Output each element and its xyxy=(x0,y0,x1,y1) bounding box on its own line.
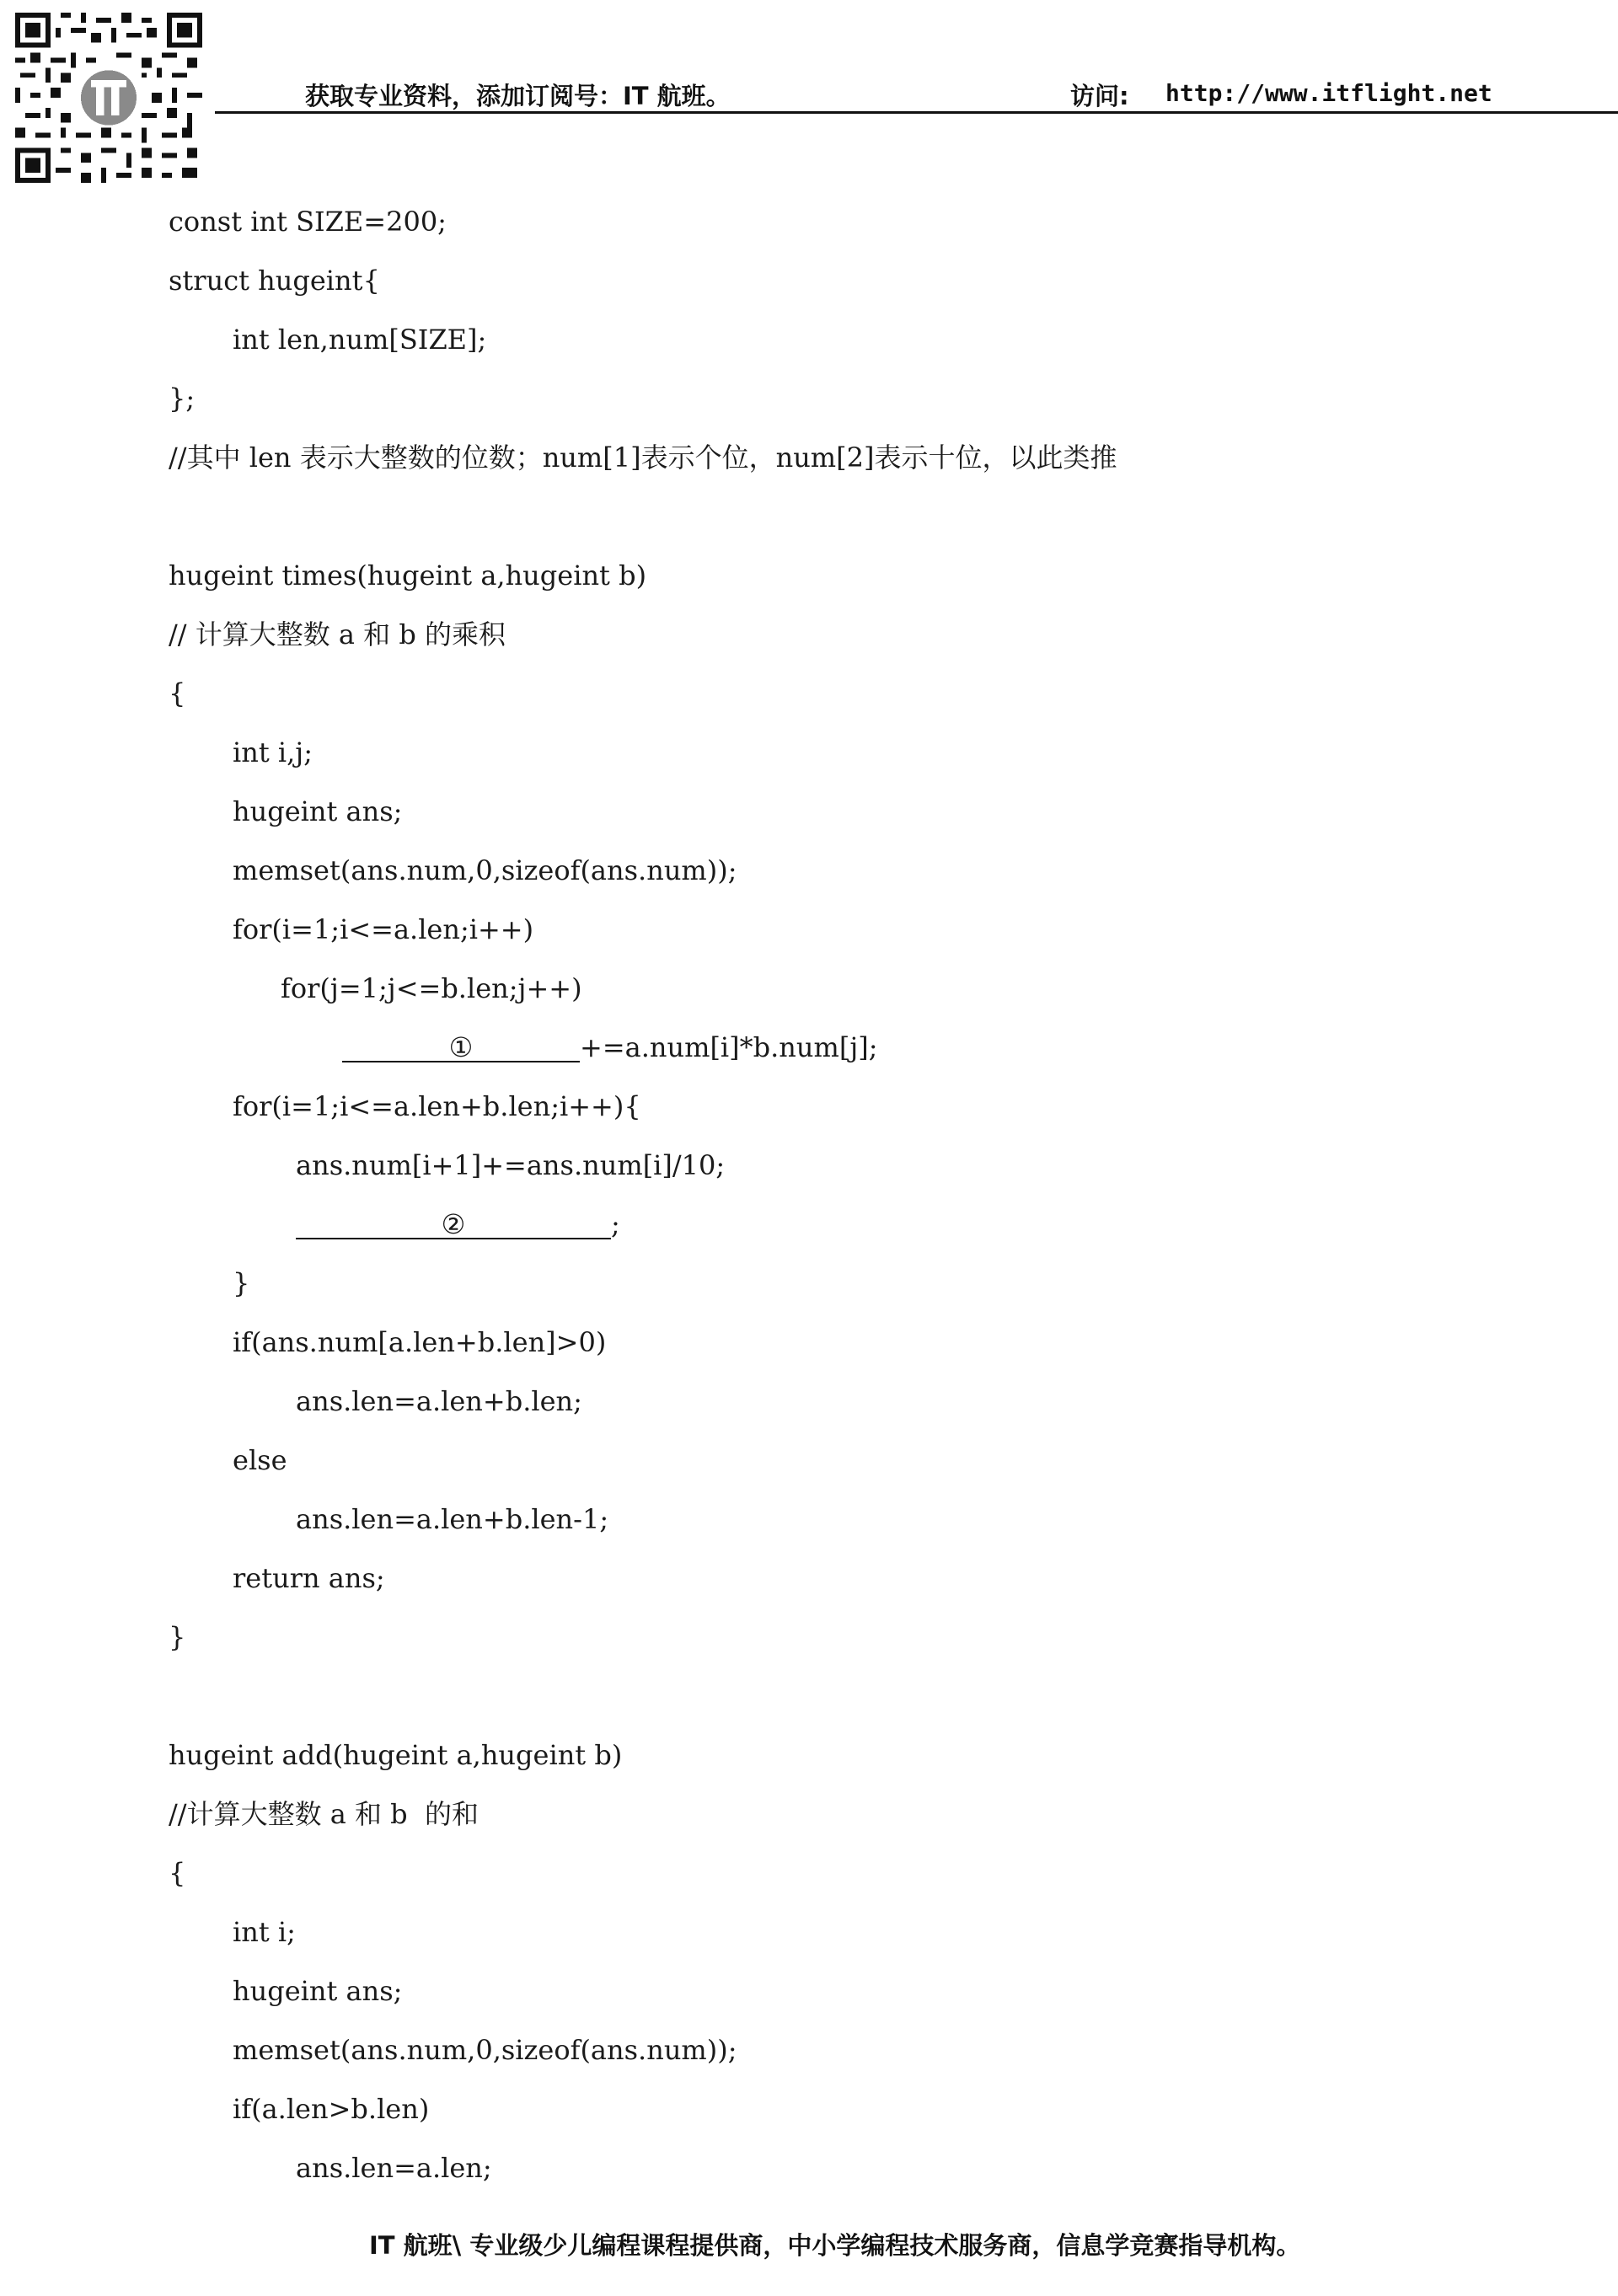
code-line-with-blank-2 xyxy=(296,1207,620,1241)
function-signature: hugeint add(hugeint a,hugeint b) xyxy=(169,1739,623,1771)
code-line: hugeint ans; xyxy=(233,1975,403,2007)
header-subscription-text: 获取专业资料，添加订阅号：IT 航班。 xyxy=(305,82,731,110)
code-comment: // 计算大整数 a 和 b 的乘积 xyxy=(169,618,506,650)
code-line: ans.len=a.len; xyxy=(296,2152,492,2184)
code-line: if(a.len>b.len) xyxy=(233,2093,430,2125)
code-line: { xyxy=(169,1857,186,1889)
code-line: } xyxy=(169,1621,186,1653)
code-comment: //其中 len 表示大整数的位数；num[1]表示个位，num[2]表示十位，以此类推 xyxy=(169,442,1117,474)
blank-number-1: ① xyxy=(448,1031,474,1063)
code-line: for(i=1;i<=a.len+b.len;i++){ xyxy=(233,1090,641,1122)
header-visit-label: 访问: xyxy=(1070,82,1129,110)
code-line: }; xyxy=(169,383,196,415)
code-line: for(j=1;j<=b.len;j++) xyxy=(281,972,582,1004)
code-line: memset(ans.num,0,sizeof(ans.num)); xyxy=(233,2034,737,2066)
code-line: memset(ans.num,0,sizeof(ans.num)); xyxy=(233,854,737,886)
code-comment: //计算大整数 a 和 b 的和 xyxy=(169,1798,479,1830)
blank-number-2: ② xyxy=(441,1208,466,1240)
code-line: for(i=1;i<=a.len;i++) xyxy=(233,913,534,945)
code-line: ans.len=a.len+b.len; xyxy=(296,1385,582,1417)
code-line: struct hugeint{ xyxy=(169,265,380,297)
code-line: } xyxy=(233,1267,250,1299)
code-line-with-blank-1 xyxy=(342,1030,878,1064)
code-line: { xyxy=(169,677,186,709)
fill-in-blank-2[interactable] xyxy=(296,1207,611,1239)
code-line-tail: ; xyxy=(611,1208,620,1240)
code-line: const int SIZE=200; xyxy=(169,206,447,238)
code-line: return ans; xyxy=(233,1562,385,1594)
footer-text: IT 航班\ 专业级少儿编程课程提供商，中小学编程技术服务商，信息学竞赛指导机构。 xyxy=(369,2231,1301,2260)
function-signature: hugeint times(hugeint a,hugeint b) xyxy=(169,559,647,591)
code-line: ans.num[i+1]+=ans.num[i]/10; xyxy=(296,1149,726,1181)
code-line-tail: +=a.num[i]*b.num[j]; xyxy=(580,1031,878,1063)
code-line: else xyxy=(233,1444,287,1476)
fill-in-blank-1[interactable] xyxy=(342,1030,580,1062)
header-url-link[interactable]: http://www.itflight.net xyxy=(1165,79,1492,107)
code-line: hugeint ans; xyxy=(233,795,403,827)
code-line: int i,j; xyxy=(233,736,313,768)
code-line: int len,num[SIZE]; xyxy=(233,324,487,356)
code-line: ans.len=a.len+b.len-1; xyxy=(296,1503,609,1535)
header-divider xyxy=(215,111,1618,114)
code-line: int i; xyxy=(233,1916,296,1948)
qr-code-image xyxy=(15,13,202,183)
code-line: if(ans.num[a.len+b.len]>0) xyxy=(233,1326,607,1358)
